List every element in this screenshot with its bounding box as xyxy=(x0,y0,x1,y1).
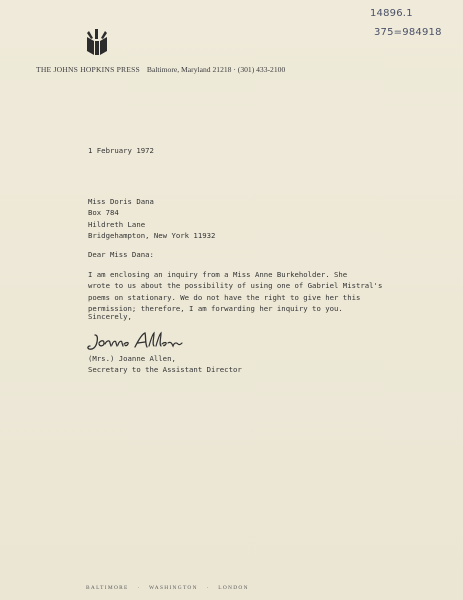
footer-city: WASHINGTON xyxy=(148,585,198,591)
recipient-address xyxy=(88,196,215,241)
handwritten-signature xyxy=(85,331,185,353)
separator-dot-icon: · xyxy=(137,585,141,591)
footer-city: LONDON xyxy=(218,585,249,591)
body-line: I am enclosing an inquiry from a Miss Anne Burkeholder. She xyxy=(88,270,348,279)
reference-number-2: 375=984918 xyxy=(374,27,442,38)
book-logo-icon xyxy=(84,29,110,56)
body-line: wrote to us about the possibility of using one of Gabriel Mistral's xyxy=(88,281,383,291)
closing: Sincerely, xyxy=(88,312,132,321)
recipient-line: Box 784 xyxy=(88,208,119,218)
body-line: poems on stationary. We do not have the right to give her this xyxy=(88,292,361,302)
recipient-line: Miss Doris Dana xyxy=(88,197,154,206)
footer-cities xyxy=(86,585,249,591)
signer-name: (Mrs.) Joanne Allen, xyxy=(88,354,176,363)
letterhead xyxy=(36,65,285,74)
recipient-line: Bridgehampton, New York 11932 xyxy=(88,230,216,240)
separator-dot-icon: · xyxy=(206,585,210,591)
body-line: permission; therefore, I am forwarding her inquiry to you. xyxy=(88,303,343,313)
signature-block xyxy=(88,353,242,376)
reference-number-1: 14896.1 xyxy=(370,8,413,19)
letter-date: 1 February 1972 xyxy=(88,146,154,155)
press-name: THE JOHNS HOPKINS PRESS xyxy=(36,65,140,74)
recipient-line: Hildreth Lane xyxy=(88,219,146,229)
letter-body xyxy=(88,269,382,314)
press-address: Baltimore, Maryland 21218 · (301) 433-2100 xyxy=(146,65,286,74)
signer-title: Secretary to the Assistant Director xyxy=(88,365,242,375)
footer-city: BALTIMORE xyxy=(86,585,129,591)
salutation: Dear Miss Dana: xyxy=(88,250,154,259)
